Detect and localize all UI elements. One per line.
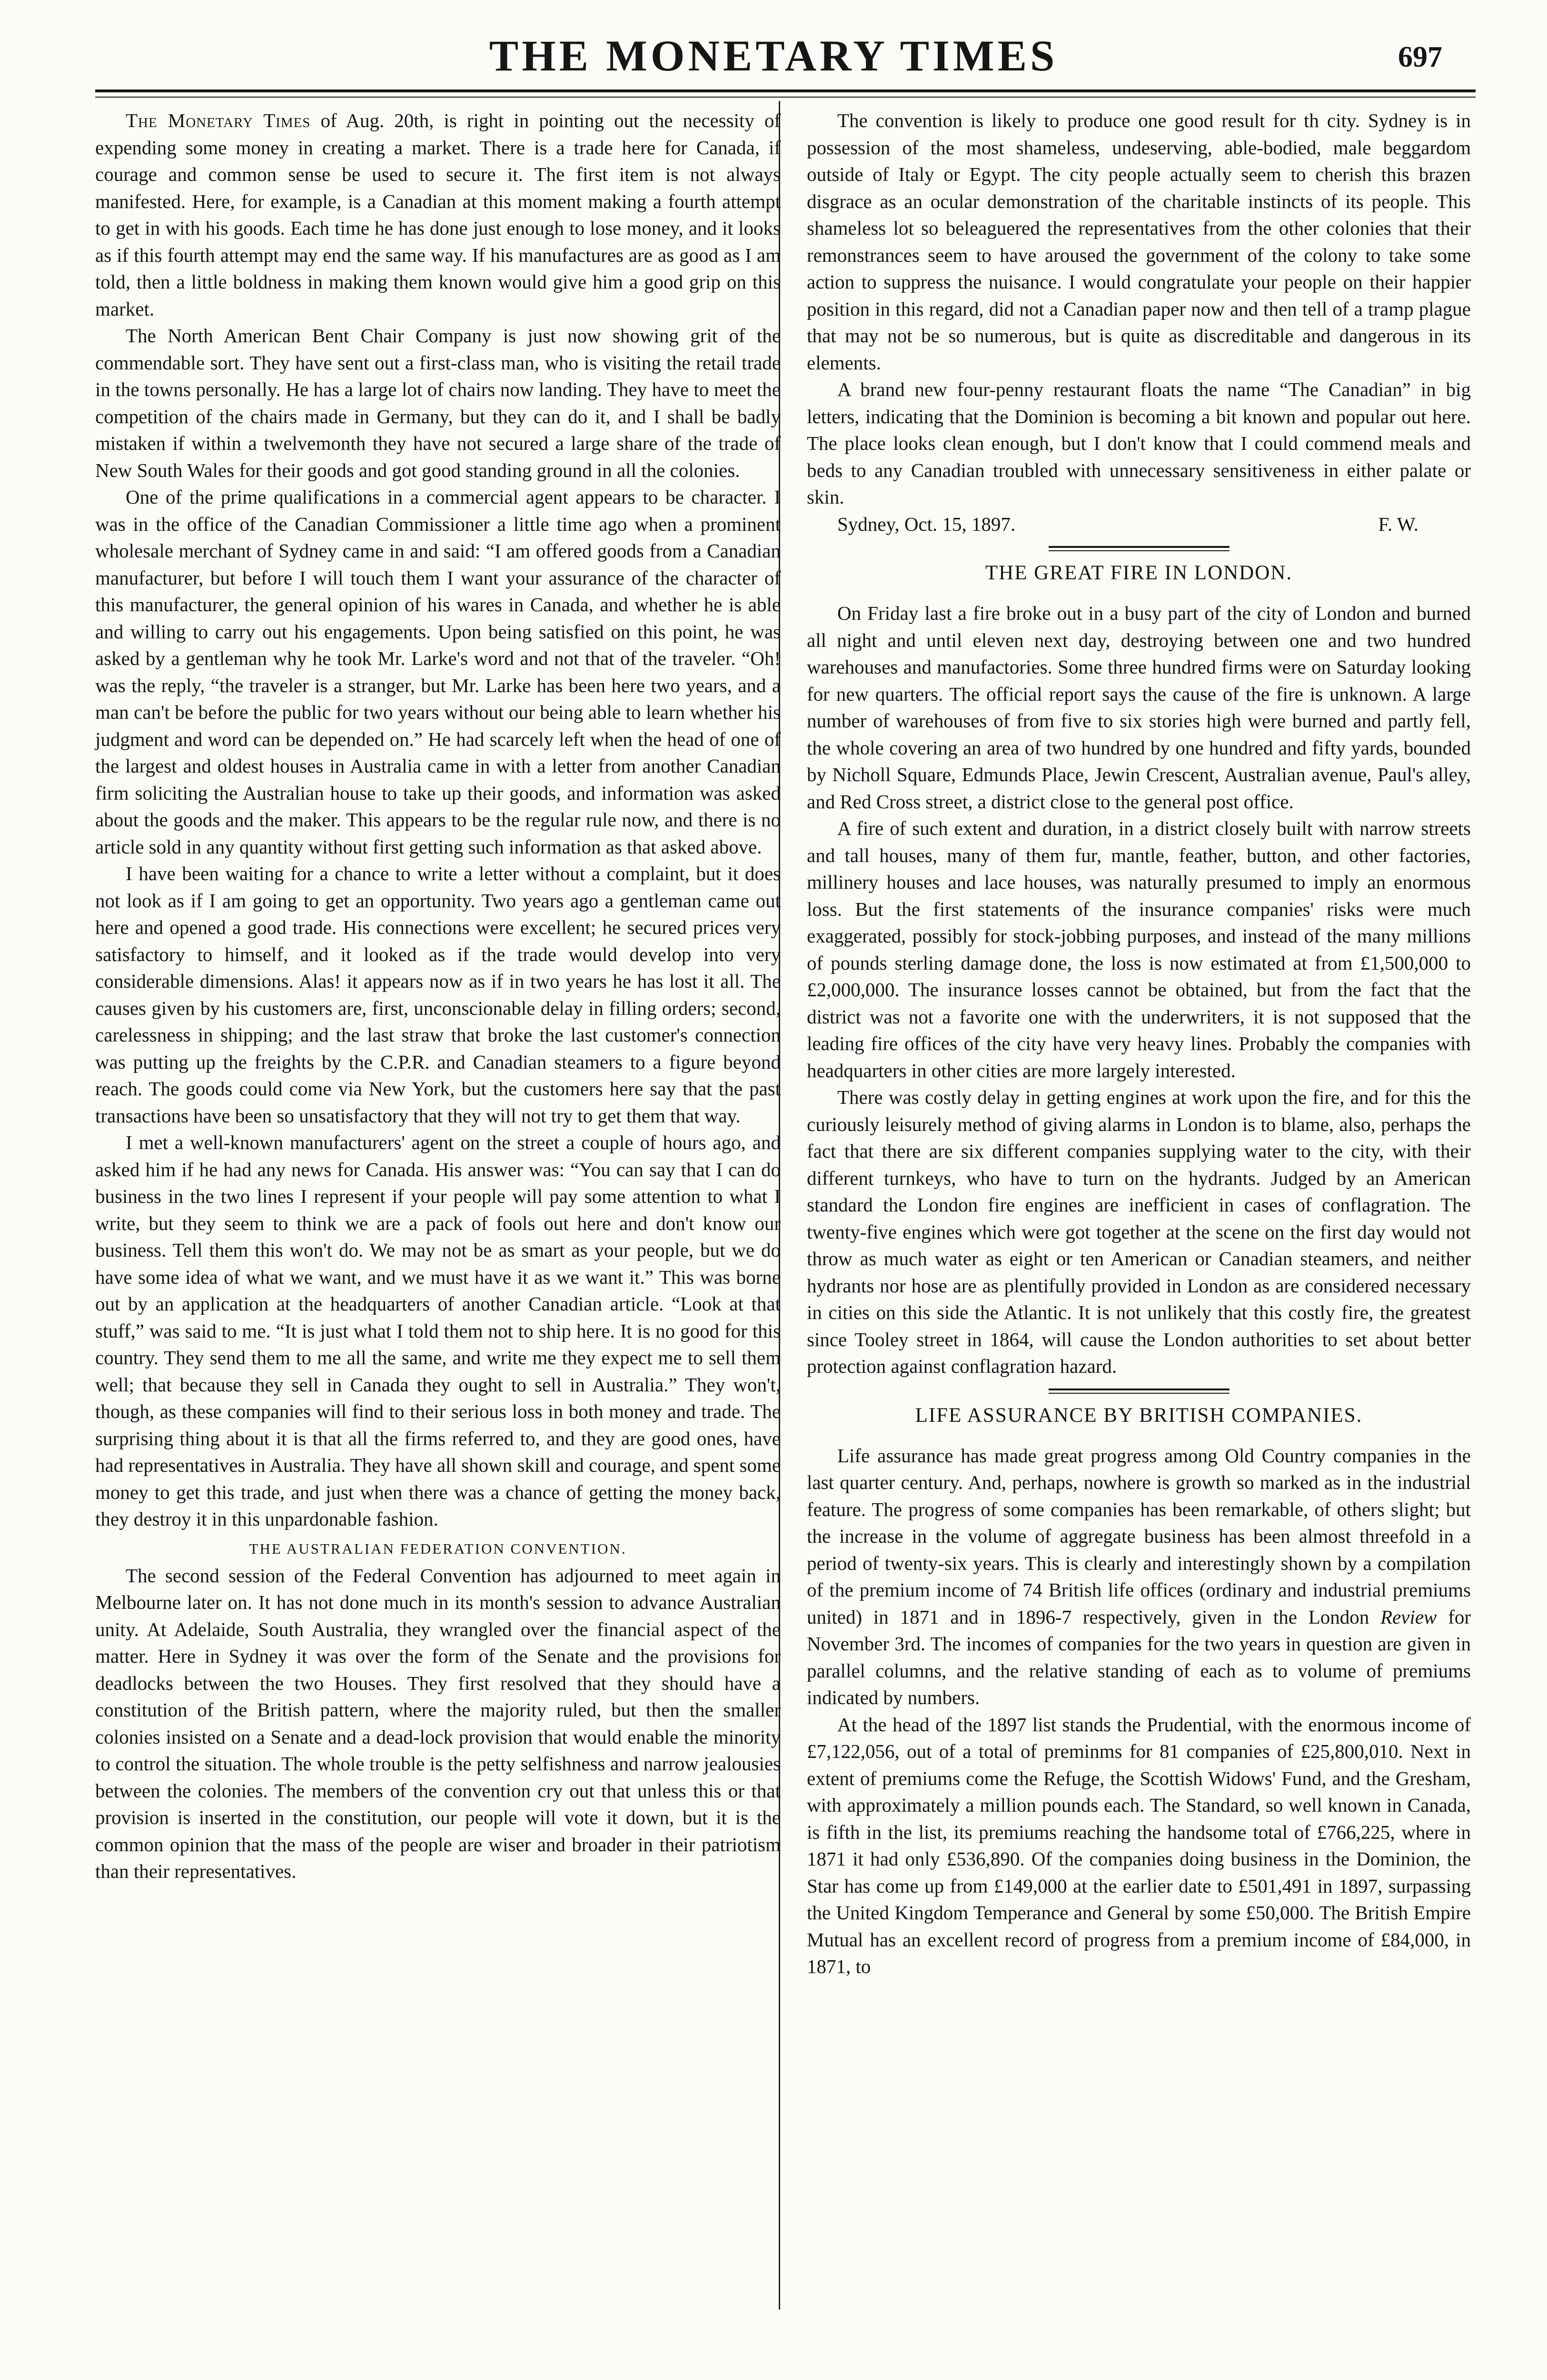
article-paragraph: There was costly delay in getting engines at work upon the fire, and for this the curiously leisurely method of giving alarms in London is to blame, also, perhaps the fact that there are six different companies supplying water to the city, with their different turnkeys, who have to turn on the hydrants. Judged by an American standard the London fire engines are inefficient in cases of conflagration. The twenty-five engines which were got together at the scene on the first day would not throw as much water as eight or ten American or Canadian steamers, and neither hydrants nor hose are as plentifully provided in London as are considered necessary in cities on this side the Atlantic. It is not unlikely that this costly fire, the greatest since Tooley street in 1864, will cause the London authorities to set about better protection against conflagration hazard. (807, 1086, 1471, 1377)
article-paragraph: I have been waiting for a chance to write a letter without a complaint, but it does not look as if I am going to get an opportunity. Two years ago a gentleman came out here and opened a good trade. His connections were excellent; he secured prices very satisfactory to himself, and it looked as if the trade would develop into very considerable dimensions. Alas! it appears now as if in two years he has lost it all. The causes given by his customers are, first, unconscionable delay in filling orders; second, carelessness in shipping; and the last straw that broke the last customer's connection was putting up the freights by the C.P.R. and Canadian steamers to a figure beyond reach. The goods could come via New York, but the customers here say that the past transactions have been so unsatisfactory that they will not try to get them that way. (95, 863, 781, 1127)
publication-name: The Monetary Times (126, 109, 311, 131)
right-column (807, 107, 1471, 1980)
article-paragraph (807, 1442, 1471, 1711)
article-paragraph: One of the prime qualifications in a commercial agent appears to be character. I was in the office of the Canadian Commissioner a little time ago when a prominent wholesale merchant of Sydney came in and said: “I am offered goods from a Canadian manufacturer, but before I will touch them I want your assurance of the character of this manufacturer, the general opinion of his wares in Canada, and whether he is able and willing to carry out his engagements. Upon being satisfied on this point, he was asked by a gentleman why he took Mr. Larke's word and not that of the traveler. “Oh! was the reply, “the traveler is a stranger, but Mr. Larke has been here two years, and a man can't be before the public for two years without our being able to learn whether his judgment and word can be depended on.” He had scarcely left when the head of one of the largest and oldest houses in Australia came in with a letter from another Canadian firm soliciting the Australian house to take up their goods, and information was asked about the goods and the maker. This appears to be the regular rule now, and there is no article sold in any quantity without first getting such information as that asked above. (95, 486, 781, 858)
section-heading-life-assurance: LIFE ASSURANCE BY BRITISH COMPANIES. (915, 1404, 1363, 1427)
paragraph-text: for November 3rd. The incomes of companies for the two years in question are given in parallel columns, and the relative standing of each as to volume of premiums indicated by numbers. (807, 1606, 1471, 1708)
article-paragraph: A fire of such extent and duration, in a district closely built with narrow streets and tall houses, many of them fur, mantle, feather, button, and other factories, millinery houses and lace houses, was naturally presumed to imply an enormous loss. But the first statements of the insurance companies' risks were much exaggerated, possibly for stock-jobbing purposes, and instead of the many millions of pounds sterling damage done, the loss is now estimated at from £1,500,000 to £2,000,000. The insurance losses cannot be obtained, but from the fact that the district was not a favorite one with the underwriters, it is not supposed that the leading fire offices of the city have very heavy lines. Probably the companies with headquarters in other cities are more largely interested. (807, 817, 1471, 1081)
section-heading-fire: THE GREAT FIRE IN LONDON. (985, 562, 1293, 584)
page-number: 697 (1398, 41, 1442, 73)
article-paragraph: The second session of the Federal Convention has adjourned to meet again in Melbourne later on. It has not done much in its month's session to advance Australian unity. At Adelaide, South Australia, they wrangled over the financial aspect of the matter. Here in Sydney it was over the form of the Senate and the provisions for deadlocks between the two Houses. They first resolved that they should have a constitution of the British pattern, where the majority ruled, but then the smaller colonies insisted on a Senate and a dead-lock provision that would enable the minority to control the situation. The whole trouble is the petty selfishness and narrow jealousies between the colonies. The members of the convention cry out that unless this or that provision is inserted in the constitution, our people will vote it down, but it is the common opinion that the mass of the people are wiser and broader in their patriotism than their representatives. (95, 1564, 781, 1882)
article-paragraph: A brand new four-penny restaurant floats the name “The Canadian” in big letters, indicating that the Dominion is becoming a bit known and popular out here. The place looks clean enough, but I don't know that I could commend meals and beds to any Canadian troubled with unnecessary sensitiveness in either palate or skin. (807, 378, 1471, 508)
header-rule-thick (95, 89, 1476, 92)
section-divider (1049, 1388, 1230, 1394)
page-title: THE MONETARY TIMES (489, 31, 1058, 80)
paragraph-text: Life assurance has made great progress among Old Country companies in the last quarter century. And, perhaps, nowhere is growth so marked as in the industrial feature. The progress of some companies has been remarkable, of others slight; but the increase in the volume of aggregate business has been almost threefold in a period of twenty-six years. This is clearly and interestingly shown by a compilation of the premium income of 74 British life offices (ordinary and industrial premiums united) in 1871 and in 1896-7 respectively, given in the London (807, 1444, 1471, 1628)
section-heading-federation: THE AUSTRALIAN FEDERATION CONVENTION. (249, 1540, 627, 1557)
left-column (95, 107, 781, 1885)
paragraph-text: of Aug. 20th, is right in pointing out the necessity of expending some money in creating a market. There is a trade here for Canada, if courage and common sense be used to secure it. The first item is not always manifested. Here, for example, is a Canadian at this moment making a fourth attempt to get in with his goods. Each time he has done just enough to lose money, and it looks as if this fourth attempt may end the same way. If his manufactures are as good as I am told, then a little boldness in making them known would give him a good grip on this market. (95, 109, 781, 320)
article-paragraph: The North American Bent Chair Company is just now showing grit of the commendable sort. They have sent out a first-class man, who is visiting the retail trade in the towns personally. He has a large lot of chairs now landing. They have to meet the competition of the chairs made in Germany, but they can do it, and I shall be badly mistaken if within a twelvemonth they have not secured a large share of the trade of New South Wales for their goods and got good standing ground in all the colonies. (95, 325, 781, 481)
header-rule-thin (95, 97, 1476, 98)
section-divider (1049, 546, 1230, 551)
article-paragraph (95, 107, 781, 322)
author-initials: F. W. (1378, 513, 1418, 535)
article-paragraph: The convention is likely to produce one good result for th city. Sydney is in possession of the most shameless, undeserving, able-bodied, male beggardom outside of Italy or Egypt. The city people actually seem to cherish this brazen disgrace as an ocular demonstration of the charitable instincts of its people. This shameless lot so beleaguered the representatives from the other colonies that their remonstrances seem to have aroused the government of the colony to take some action to suppress the nuisance. I would congratulate your people on their happier position in this regard, did not a Canadian paper now and then tell of a tramp plague that may not be so numerous, but is quite as discreditable and dangerous in its elements. (807, 109, 1471, 374)
article-signoff (807, 511, 1471, 538)
article-paragraph: At the head of the 1897 list stands the Prudential, with the enormous income of £7,122,056, out of a total of preminms for 81 companies of £25,800,010. Next in extent of premiums come the Refuge, the Scottish Widows' Fund, and the Gresham, with approximately a million pounds each. The Standard, so well known in Canada, is fifth in the list, its premiums reaching the handsome total of £766,225, where in 1871 it had only £536,890. Of the companies doing business in the Dominion, the Star has come up from £149,000 at the earlier date to £501,491 in 1897, surpassing the United Kingdom Temperance and General by some £50,000. The British Empire Mutual has an excellent record of progress from a premium income of £84,000, in 1871, to (807, 1713, 1471, 1977)
article-paragraph: On Friday last a fire broke out in a busy part of the city of London and burned all night and until eleven next day, destroying between one and two hundred warehouses and manufactories. Some three hundred firms were on Saturday looking for new quarters. The official report says the cause of the fire is unknown. A large number of warehouses of from five to six stories high were burned and partly fell, the whole covering an area of two hundred by one hundred and fifty yards, bounded by Nicholl Square, Edmunds Place, Jewin Crescent, Australian avenue, Paul's alley, and Red Cross street, a district close to the general post office. (807, 602, 1471, 813)
article-paragraph: I met a well-known manufacturers' agent on the street a couple of hours ago, and asked him if he had any news for Canada. His answer was: “You can say that I can do business in the two lines I represent if your people will pay some attention to what I write, but they seem to think we are a pack of fools out here and don't know our business. Tell them this won't do. We may not be as smart as your people, but we do have some idea of what we want, and we must have it as we want it.” This was borne out by an application at the headquarters of another Canadian article. “Look at that stuff,” was said to me. “It is just what I told them not to ship here. It is no good for this country. They send them to me all the same, and write me they expect me to sell them well; that because they sell in Canada they ought to sell in Australia.” They won't, though, as these companies will find to their serious loss in both money and trade. The surprising thing about it is that all the firms referred to, and they are good ones, have had representatives in Australia. They have all shown skill and courage, and spent some money to get this trade, and just when there was a chance of getting the money back, they destroy it in this unpardonable fashion. (95, 1131, 781, 1530)
dateline: Sydney, Oct. 15, 1897. (837, 513, 1016, 535)
publication-title: Review (1380, 1606, 1437, 1628)
